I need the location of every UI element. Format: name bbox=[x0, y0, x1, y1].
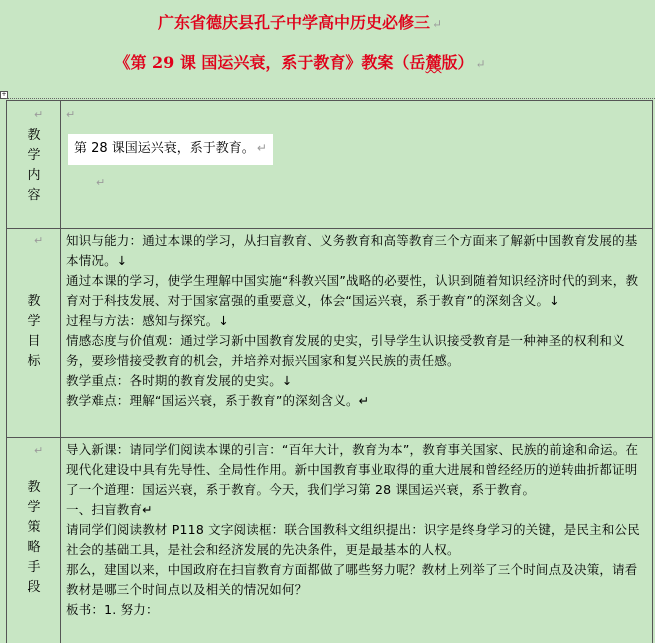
document-title-lesson: 《第 29 课 国运兴衰，系于教育》教案（岳麓版） ↵ bbox=[114, 53, 486, 72]
document-title-school: 广东省德庆县孔子中学高中历史必修三 ↵ bbox=[157, 13, 443, 32]
row-label-strategy: 教 学 策 略 手 段 bbox=[27, 480, 41, 595]
table-border-left bbox=[6, 100, 7, 643]
row-label-goals: 教 学 目 标 bbox=[27, 294, 41, 369]
spellcheck-underlined-text[interactable]: 麓 bbox=[425, 53, 442, 72]
content-text: 第 28 课国运兴衰，系于教育。 ↵ bbox=[68, 134, 273, 165]
cell-mark: ↵ bbox=[34, 444, 44, 457]
goals-text: 知识与能力：通过本课的学习，从扫盲教育、义务教育和高等教育三个方面来了解新中国教育发展的基本情况。↓ 通过本课的学习，使学生理解中国实施“科教兴国”战略的必要性，认识到随着知识经济时代的到来，教育对于科技发展、对于国家富强的重要意义，体会“国运兴衰，系于教育”的深刻含义。↓ 过程与方法：感知与探究。↓ 情感态度与价值观：通过学习新中国教育发展的史实，引导学生认识接受教育是一种神圣的权利和义务，要珍惜接受教育的机会，并培养对振兴国家和复兴民族的责任感。 教学重点：各时期的教育发展的史实。↓ 教学难点：理解“国运兴衰，系于教育”的深刻含义。↵ bbox=[66, 233, 639, 408]
table-top-border bbox=[6, 98, 655, 99]
paragraph-mark: ↵ bbox=[475, 57, 486, 71]
cell-mark: ↵ bbox=[96, 176, 106, 189]
table-move-handle-icon[interactable]: + bbox=[1, 91, 7, 98]
cell-mark: ↵ bbox=[66, 108, 76, 121]
table-border-right bbox=[652, 100, 653, 643]
table-row-border bbox=[6, 228, 652, 229]
cell-mark: ↵ bbox=[34, 108, 44, 121]
row-label-content: 教 学 内 容 bbox=[27, 128, 41, 203]
paragraph-mark: ↵ bbox=[431, 17, 443, 31]
cell-mark: ↵ bbox=[34, 234, 44, 247]
table-border-top bbox=[6, 100, 652, 101]
strategy-text: 导入新课：请同学们阅读本课的引言：“百年大计，教育为本”，教育事关国家、民族的前途和命运。在现代化建设中具有先导性、全局性作用。新中国教育事业取得的重大进展和曾经经历的逆转曲折都证明了一个道理：国运兴衰，系于教育。今天，我们学习第 28 课国运兴衰，系于教育。 一、扫盲教育↵ 请同学们阅读教材 P118 文字阅读框：联合国教科文组织提出：识字是终身学习的关键，是民主和公民社会的基础工具，是社会和经济发展的先决条件，更是最基本的人权。 那么，建国以来，中国政府在扫盲教育方面都做了哪些努力呢？教材上列举了三个时间点及决策，请看教材是哪三个时间点以及相关的情况如何？ 板书：1. 努力： bbox=[66, 442, 640, 617]
table-border-divider bbox=[60, 100, 61, 643]
table-row-border bbox=[6, 437, 652, 438]
